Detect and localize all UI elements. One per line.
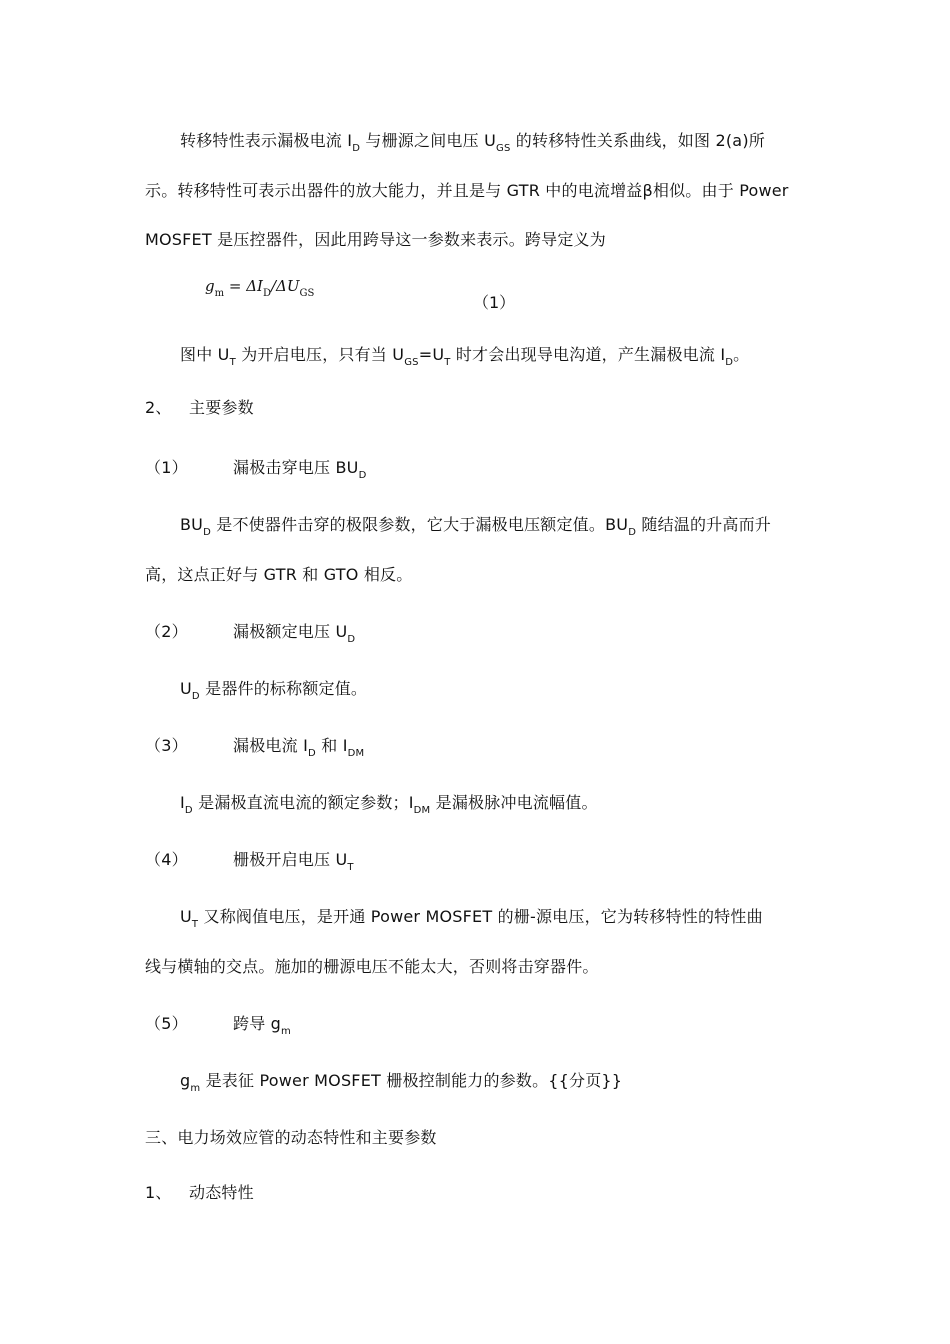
- formula-transconductance: $g_m = \Delta I_D/\Delta U_{GS}$: [205, 277, 315, 299]
- paragraph-line: $BU_D$ 是不使器件击穿的极限参数，它大于漏极电压额定值。$BU_D$ 随结温的升高而升: [180, 515, 771, 538]
- paragraph-line: MOSFET 是压控器件，因此用跨导这一参数来表示。跨导定义为: [145, 230, 606, 249]
- item-heading: （2） 漏极额定电压 $U_D$: [145, 622, 356, 645]
- paragraph-line: $U_D$ 是器件的标称额定值。: [180, 679, 368, 702]
- item-heading: （3） 漏极电流 $I_D$ 和 $I_{DM}$: [145, 736, 365, 759]
- paragraph-line: 示。转移特性可表示出器件的放大能力，并且是与 GTR 中的电流增益β相似。由于 Power: [145, 181, 789, 200]
- paragraph-line: 图中 $U_T$ 为开启电压，只有当 $U_{GS}=U_T$ 时才会出现导电沟道，产生漏极电流 $I_D$。: [180, 345, 750, 368]
- chapter-heading: 三、电力场效应管的动态特性和主要参数: [145, 1128, 437, 1147]
- paragraph-line: 转移特性表示漏极电流 $I_D$ 与栅源之间电压 $U_{GS}$ 的转移特性关系曲线，如图 2(a)所: [180, 131, 765, 154]
- paragraph-line: $I_D$ 是漏极直流电流的额定参数；$I_{DM}$ 是漏极脉冲电流幅值。: [180, 793, 598, 816]
- item-heading: （5） 跨导 $g_m$: [145, 1014, 291, 1037]
- paragraph-line: $g_m$ 是表征 Power MOSFET 栅极控制能力的参数。{{分页}}: [180, 1071, 623, 1094]
- equation-number: （1）: [473, 293, 516, 312]
- section-heading: 1、 动态特性: [145, 1183, 254, 1202]
- item-heading: （4） 栅极开启电压 $U_T$: [145, 850, 354, 873]
- section-heading: 2、 主要参数: [145, 398, 254, 417]
- paragraph-line: 线与横轴的交点。施加的栅源电压不能太大，否则将击穿器件。: [145, 957, 599, 976]
- paragraph-line: $U_T$ 又称阀值电压，是开通 Power MOSFET 的栅-源电压，它为转移特性的特性曲: [180, 907, 763, 930]
- paragraph-line: 高，这点正好与 GTR 和 GTO 相反。: [145, 565, 413, 584]
- item-heading: （1） 漏极击穿电压 $BU_D$: [145, 458, 367, 481]
